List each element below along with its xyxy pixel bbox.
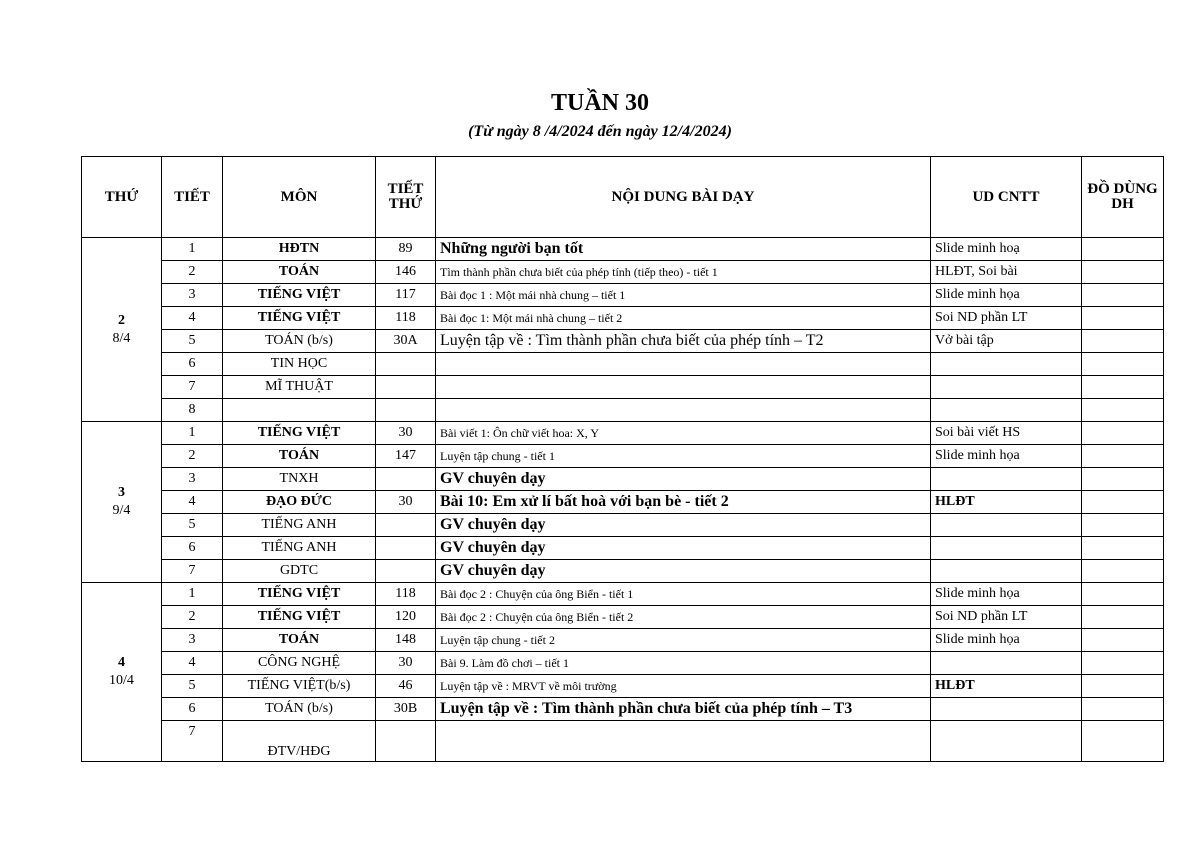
lesson-number-cell bbox=[376, 721, 436, 762]
materials-cell bbox=[1082, 261, 1164, 284]
period-cell: 1 bbox=[162, 238, 223, 261]
lesson-content-cell: Tìm thành phần chưa biết của phép tính (tiếp theo) - tiết 1 bbox=[436, 261, 931, 284]
lesson-number-cell bbox=[376, 468, 436, 491]
lesson-number-cell: 30A bbox=[376, 330, 436, 353]
lesson-number-cell bbox=[376, 514, 436, 537]
table-row bbox=[82, 537, 1164, 560]
lesson-number-cell: 147 bbox=[376, 445, 436, 468]
lesson-content-cell: Bài viết 1: Ôn chữ viết hoa: X, Y bbox=[436, 422, 931, 445]
lesson-number-cell: 89 bbox=[376, 238, 436, 261]
lesson-content-cell: Luyện tập chung - tiết 1 bbox=[436, 445, 931, 468]
period-cell: 4 bbox=[162, 307, 223, 330]
lesson-number-cell: 118 bbox=[376, 583, 436, 606]
lesson-number-cell: 120 bbox=[376, 606, 436, 629]
table-row bbox=[82, 514, 1164, 537]
lesson-content-cell: Luyện tập về : Tìm thành phần chưa biết của phép tính – T2 bbox=[436, 330, 931, 353]
subject-cell: TOÁN (b/s) bbox=[223, 698, 376, 721]
materials-cell bbox=[1082, 675, 1164, 698]
it-use-cell bbox=[931, 560, 1082, 583]
materials-cell bbox=[1082, 468, 1164, 491]
subject-cell: TIẾNG VIỆT bbox=[223, 606, 376, 629]
subject-cell: MĨ THUẬT bbox=[223, 376, 376, 399]
subject-cell: ĐTV/HĐG bbox=[223, 721, 376, 762]
day-cell bbox=[82, 238, 162, 422]
lesson-number-cell bbox=[376, 353, 436, 376]
lesson-content-cell: Bài đọc 1: Một mái nhà chung – tiết 2 bbox=[436, 307, 931, 330]
table-row bbox=[82, 307, 1164, 330]
period-cell: 8 bbox=[162, 399, 223, 422]
it-use-cell: Slide minh họa bbox=[931, 629, 1082, 652]
day-number: 2 bbox=[118, 312, 125, 328]
lesson-content-cell: Bài 9. Làm đồ chơi – tiết 1 bbox=[436, 652, 931, 675]
it-use-cell bbox=[931, 399, 1082, 422]
materials-cell bbox=[1082, 721, 1164, 762]
table-row bbox=[82, 468, 1164, 491]
header-do-dung: ĐỒ DÙNG DH bbox=[1082, 157, 1164, 238]
header-ud-cntt: UD CNTT bbox=[931, 157, 1082, 238]
table-row bbox=[82, 675, 1164, 698]
it-use-cell: Vở bài tập bbox=[931, 330, 1082, 353]
materials-cell bbox=[1082, 399, 1164, 422]
lesson-content-cell: Những người bạn tốt bbox=[436, 238, 931, 261]
table-row bbox=[82, 560, 1164, 583]
materials-cell bbox=[1082, 307, 1164, 330]
period-cell: 7 bbox=[162, 721, 223, 762]
lesson-number-cell: 30B bbox=[376, 698, 436, 721]
it-use-cell: HLĐT bbox=[931, 675, 1082, 698]
period-cell: 3 bbox=[162, 629, 223, 652]
lesson-content-cell: Bài 10: Em xử lí bất hoà với bạn bè - tiết 2 bbox=[436, 491, 931, 514]
lesson-content-cell: Bài đọc 2 : Chuyện của ông Biển - tiết 2 bbox=[436, 606, 931, 629]
subject-cell: TOÁN bbox=[223, 445, 376, 468]
subject-cell: TIẾNG VIỆT bbox=[223, 307, 376, 330]
materials-cell bbox=[1082, 629, 1164, 652]
subject-cell: TIN HỌC bbox=[223, 353, 376, 376]
period-cell: 5 bbox=[162, 675, 223, 698]
lesson-number-cell bbox=[376, 560, 436, 583]
lesson-content-cell bbox=[436, 376, 931, 399]
lesson-number-cell bbox=[376, 537, 436, 560]
period-cell: 6 bbox=[162, 698, 223, 721]
materials-cell bbox=[1082, 376, 1164, 399]
day-date: 9/4 bbox=[112, 503, 131, 518]
it-use-cell: Soi ND phần LT bbox=[931, 307, 1082, 330]
lesson-content-cell: GV chuyên dạy bbox=[436, 537, 931, 560]
table-row bbox=[82, 721, 1164, 762]
materials-cell bbox=[1082, 583, 1164, 606]
day-cell bbox=[82, 422, 162, 583]
day-date: 10/4 bbox=[109, 673, 134, 688]
header-row bbox=[82, 157, 1164, 238]
materials-cell bbox=[1082, 698, 1164, 721]
materials-cell bbox=[1082, 353, 1164, 376]
header-thu: THỨ bbox=[82, 157, 162, 238]
subject-cell: TOÁN bbox=[223, 261, 376, 284]
subject-cell: TIẾNG VIỆT(b/s) bbox=[223, 675, 376, 698]
lesson-content-cell: Bài đọc 2 : Chuyện của ông Biển - tiết 1 bbox=[436, 583, 931, 606]
it-use-cell: Slide minh họa bbox=[931, 445, 1082, 468]
table-row bbox=[82, 606, 1164, 629]
table-row bbox=[82, 698, 1164, 721]
table-row bbox=[82, 284, 1164, 307]
subject-cell: CÔNG NGHỆ bbox=[223, 652, 376, 675]
lesson-content-cell: GV chuyên dạy bbox=[436, 514, 931, 537]
lesson-number-cell: 46 bbox=[376, 675, 436, 698]
period-cell: 2 bbox=[162, 445, 223, 468]
lesson-content-cell bbox=[436, 399, 931, 422]
materials-cell bbox=[1082, 445, 1164, 468]
table-row bbox=[82, 261, 1164, 284]
header-tiet-thu: TIẾT THỨ bbox=[376, 157, 436, 238]
lesson-content-cell: Luyện tập về : MRVT về môi trường bbox=[436, 675, 931, 698]
day-cell bbox=[82, 583, 162, 762]
day-date: 8/4 bbox=[112, 330, 131, 346]
table-row bbox=[82, 445, 1164, 468]
lesson-number-cell: 30 bbox=[376, 422, 436, 445]
it-use-cell bbox=[931, 353, 1082, 376]
subject-cell: TIẾNG VIỆT bbox=[223, 583, 376, 606]
period-cell: 4 bbox=[162, 652, 223, 675]
materials-cell bbox=[1082, 491, 1164, 514]
subject-cell: ĐẠO ĐỨC bbox=[223, 491, 376, 514]
materials-cell bbox=[1082, 284, 1164, 307]
lesson-content-cell: Luyện tập về : Tìm thành phần chưa biết của phép tính – T3 bbox=[436, 698, 931, 721]
period-cell: 3 bbox=[162, 284, 223, 307]
table-row bbox=[82, 652, 1164, 675]
it-use-cell: Slide minh họa bbox=[931, 583, 1082, 606]
it-use-cell bbox=[931, 698, 1082, 721]
table-row bbox=[82, 422, 1164, 445]
header-noi-dung: NỘI DUNG BÀI DẠY bbox=[436, 157, 931, 238]
it-use-cell: Slide minh hoạ bbox=[931, 238, 1082, 261]
period-cell: 2 bbox=[162, 606, 223, 629]
date-range-subtitle: (Từ ngày 8 /4/2024 đến ngày 12/4/2024) bbox=[468, 123, 732, 140]
page-title: TUẦN 30 bbox=[550, 90, 649, 116]
lesson-content-cell bbox=[436, 353, 931, 376]
it-use-cell bbox=[931, 652, 1082, 675]
subject-cell: GDTC bbox=[223, 560, 376, 583]
period-cell: 7 bbox=[162, 376, 223, 399]
it-use-cell bbox=[931, 468, 1082, 491]
table-row bbox=[82, 353, 1164, 376]
day-number: 4 bbox=[118, 655, 125, 670]
period-cell: 3 bbox=[162, 468, 223, 491]
lesson-content-cell bbox=[436, 721, 931, 762]
it-use-cell bbox=[931, 514, 1082, 537]
period-cell: 1 bbox=[162, 422, 223, 445]
table-row bbox=[82, 491, 1164, 514]
lesson-content-cell: GV chuyên dạy bbox=[436, 560, 931, 583]
table-row bbox=[82, 238, 1164, 261]
subject-cell: TOÁN bbox=[223, 629, 376, 652]
subject-cell: HĐTN bbox=[223, 238, 376, 261]
lesson-number-cell: 30 bbox=[376, 491, 436, 514]
subject-cell: TOÁN (b/s) bbox=[223, 330, 376, 353]
table-row bbox=[82, 583, 1164, 606]
lesson-number-cell: 118 bbox=[376, 307, 436, 330]
period-cell: 6 bbox=[162, 353, 223, 376]
table-row bbox=[82, 376, 1164, 399]
materials-cell bbox=[1082, 560, 1164, 583]
subject-cell: TIẾNG ANH bbox=[223, 514, 376, 537]
it-use-cell: HLĐT, Soi bài bbox=[931, 261, 1082, 284]
it-use-cell: Soi ND phần LT bbox=[931, 606, 1082, 629]
materials-cell bbox=[1082, 514, 1164, 537]
it-use-cell bbox=[931, 376, 1082, 399]
header-mon: MÔN bbox=[223, 157, 376, 238]
materials-cell bbox=[1082, 537, 1164, 560]
subject-cell: TIẾNG ANH bbox=[223, 537, 376, 560]
period-cell: 6 bbox=[162, 537, 223, 560]
table-row bbox=[82, 399, 1164, 422]
materials-cell bbox=[1082, 422, 1164, 445]
lesson-number-cell: 146 bbox=[376, 261, 436, 284]
it-use-cell: HLĐT bbox=[931, 491, 1082, 514]
period-cell: 2 bbox=[162, 261, 223, 284]
lesson-number-cell bbox=[376, 376, 436, 399]
lesson-number-cell: 148 bbox=[376, 629, 436, 652]
lesson-number-cell: 30 bbox=[376, 652, 436, 675]
table-row bbox=[82, 330, 1164, 353]
lesson-number-cell: 117 bbox=[376, 284, 436, 307]
it-use-cell: Soi bài viết HS bbox=[931, 422, 1082, 445]
day-number: 3 bbox=[118, 485, 125, 500]
subject-cell: TIẾNG VIỆT bbox=[223, 284, 376, 307]
it-use-cell bbox=[931, 721, 1082, 762]
period-cell: 5 bbox=[162, 330, 223, 353]
it-use-cell: Slide minh họa bbox=[931, 284, 1082, 307]
table-row bbox=[82, 629, 1164, 652]
lesson-content-cell: Luyện tập chung - tiết 2 bbox=[436, 629, 931, 652]
materials-cell bbox=[1082, 238, 1164, 261]
lesson-content-cell: GV chuyên dạy bbox=[436, 468, 931, 491]
lesson-number-cell bbox=[376, 399, 436, 422]
materials-cell bbox=[1082, 330, 1164, 353]
period-cell: 7 bbox=[162, 560, 223, 583]
period-cell: 5 bbox=[162, 514, 223, 537]
schedule-table bbox=[81, 156, 1164, 762]
materials-cell bbox=[1082, 652, 1164, 675]
materials-cell bbox=[1082, 606, 1164, 629]
period-cell: 1 bbox=[162, 583, 223, 606]
period-cell: 4 bbox=[162, 491, 223, 514]
it-use-cell bbox=[931, 537, 1082, 560]
subject-cell: TNXH bbox=[223, 468, 376, 491]
lesson-content-cell: Bài đọc 1 : Một mái nhà chung – tiết 1 bbox=[436, 284, 931, 307]
subject-cell: TIẾNG VIỆT bbox=[223, 422, 376, 445]
header-tiet: TIẾT bbox=[162, 157, 223, 238]
subject-cell bbox=[223, 399, 376, 422]
